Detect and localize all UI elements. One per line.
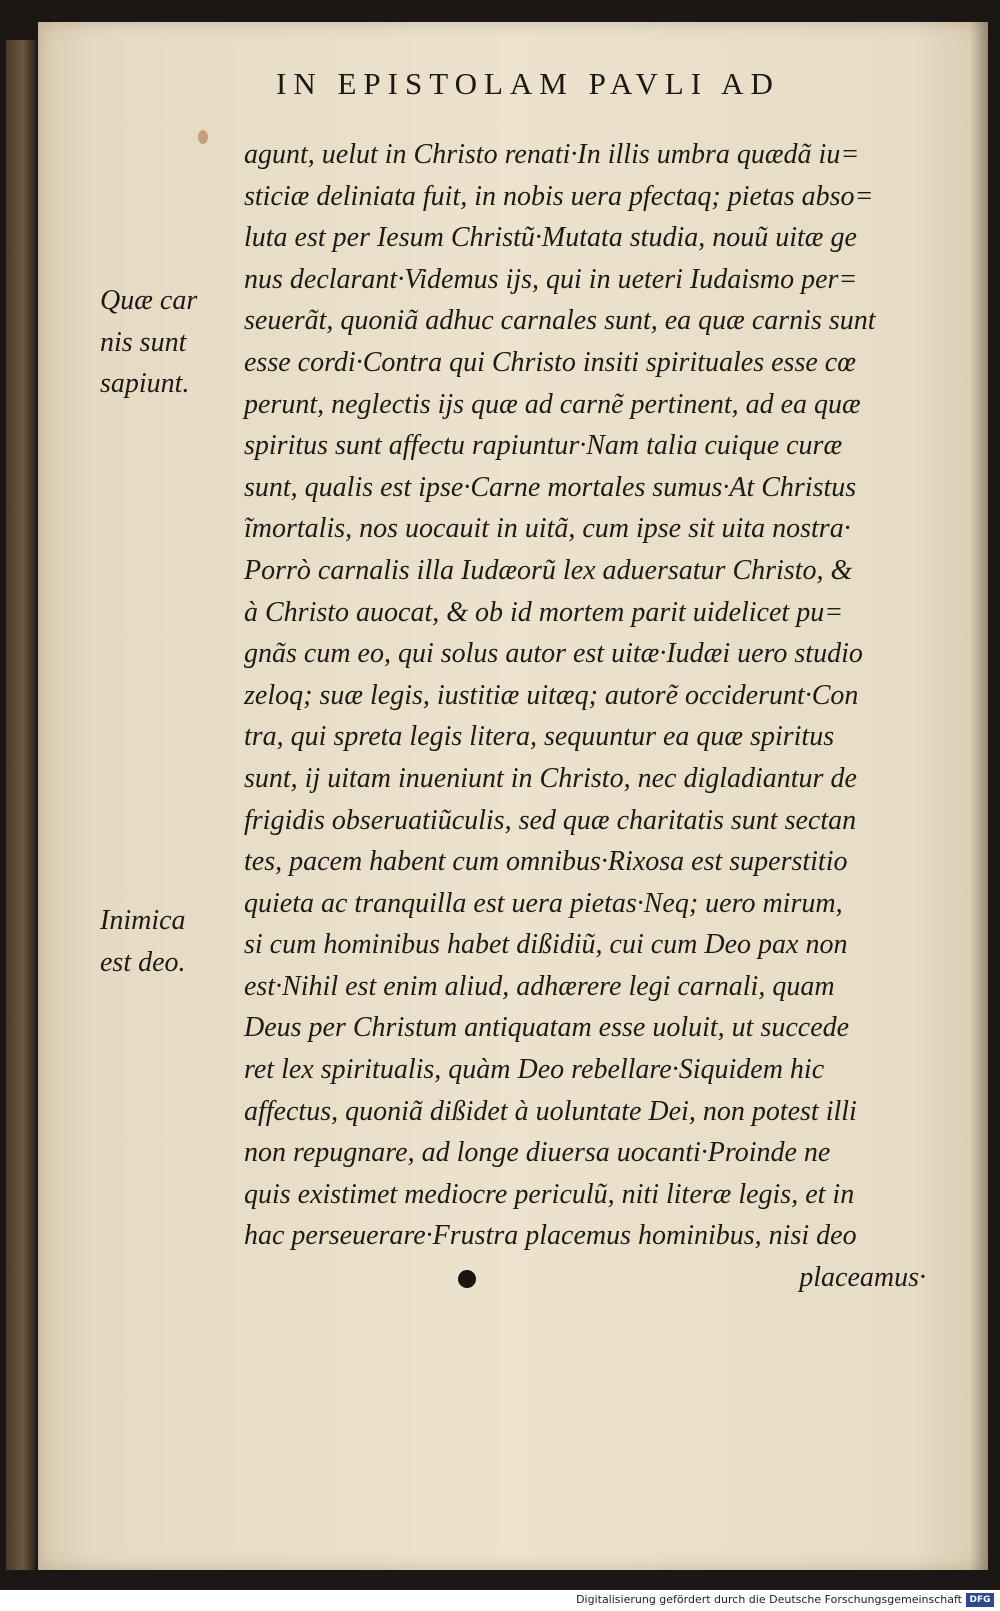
text-line: ĩmortalis, nos uocauit in uitã, cum ipse sit uita nostra·	[244, 513, 851, 545]
stain-spot	[198, 130, 208, 144]
text-line: Porrò carnalis illa Iudæorũ lex aduersatur Christo, &	[244, 554, 853, 586]
margin-note-line: est deo.	[100, 946, 186, 978]
text-line: nus declarant·Videmus ijs, qui in ueteri Iudaismo per=	[244, 263, 858, 295]
text-line: affectus, quoniã dißidet à uoluntate Dei, non potest illi	[244, 1095, 857, 1127]
text-line: seuerãt, quoniã adhuc carnales sunt, ea quæ carnis sunt	[244, 305, 876, 337]
body-text	[244, 134, 944, 1299]
text-line: sunt, ij uitam inueniunt in Christo, nec digladiantur de	[244, 762, 857, 794]
text-line: sunt, qualis est ipse·Carne mortales sumus·At Christus	[244, 471, 857, 503]
text-line: esse cordi·Contra qui Christo insiti spirituales esse cœ	[244, 346, 856, 378]
margin-note-line: Inimica	[100, 905, 186, 936]
margin-note-line: sapiunt.	[100, 368, 190, 400]
page-shadow	[970, 22, 988, 1570]
dfg-logo: DFG	[966, 1593, 994, 1607]
text-line: non repugnare, ad longe diuersa uocanti·Proinde ne	[244, 1137, 831, 1169]
text-line: perunt, neglectis ijs quæ ad carnẽ pertinent, ad ea quæ	[244, 388, 861, 420]
text-line: luta est per Iesum Christũ·Mutata studia, nouũ uitæ ge	[244, 222, 857, 254]
text-line: sticiæ deliniata fuit, in nobis uera pfectaq; pietas abso=	[244, 180, 874, 212]
margin-note-line: nis sunt	[100, 326, 187, 358]
catchword-line: placeamus·	[799, 1262, 926, 1294]
margin-note-line: Quæ car	[100, 285, 198, 316]
text-line: est·Nihil est enim aliud, adhærere legi carnali, quam	[244, 970, 835, 1002]
ink-blot	[458, 1270, 476, 1288]
text-line: si cum hominibus habet dißidiũ, cui cum Deo pax non	[244, 929, 848, 961]
funding-credit: Digitalisierung gefördert durch die Deutsche Forschungsgemeinschaft	[576, 1593, 962, 1606]
text-line: tra, qui spreta legis litera, sequuntur ea quæ spiritus	[244, 721, 835, 753]
margin-note-2	[100, 900, 230, 983]
running-head: IN EPISTOLAM PAVLI AD	[276, 66, 780, 101]
text-line: ret lex spiritualis, quàm Deo rebellare·Siquidem hic	[244, 1054, 825, 1086]
text-line: hac perseuerare·Frustra placemus hominibus, nisi deo	[244, 1220, 857, 1252]
text-line: zeloq; suæ legis, iustitiæ uitæq; autorẽ occiderunt·Con	[244, 679, 859, 711]
footer-bar	[0, 1590, 1000, 1611]
text-line: gnãs cum eo, qui solus autor est uitæ·Iudæi uero studio	[244, 638, 863, 670]
text-line: spiritus sunt affectu rapiuntur·Nam talia cuique curæ	[244, 430, 843, 462]
margin-note-1	[100, 280, 230, 405]
text-line: quis existimet mediocre periculũ, niti literæ legis, et in	[244, 1178, 855, 1210]
book-spine-edge	[6, 40, 36, 1570]
text-line: Deus per Christum antiquatam esse uoluit, ut succede	[244, 1012, 850, 1044]
text-line: quieta ac tranquilla est uera pietas·Neq; uero mirum,	[244, 887, 843, 919]
text-line: frigidis obseruatiũculis, sed quæ charitatis sunt sectan	[244, 804, 857, 836]
text-line: à Christo auocat, & ob id mortem parit uidelicet pu=	[244, 596, 844, 628]
text-line: tes, pacem habent cum omnibus·Rixosa est superstitio	[244, 846, 848, 878]
text-line: agunt, uelut in Christo renati·In illis umbra quædã iu=	[244, 139, 860, 170]
